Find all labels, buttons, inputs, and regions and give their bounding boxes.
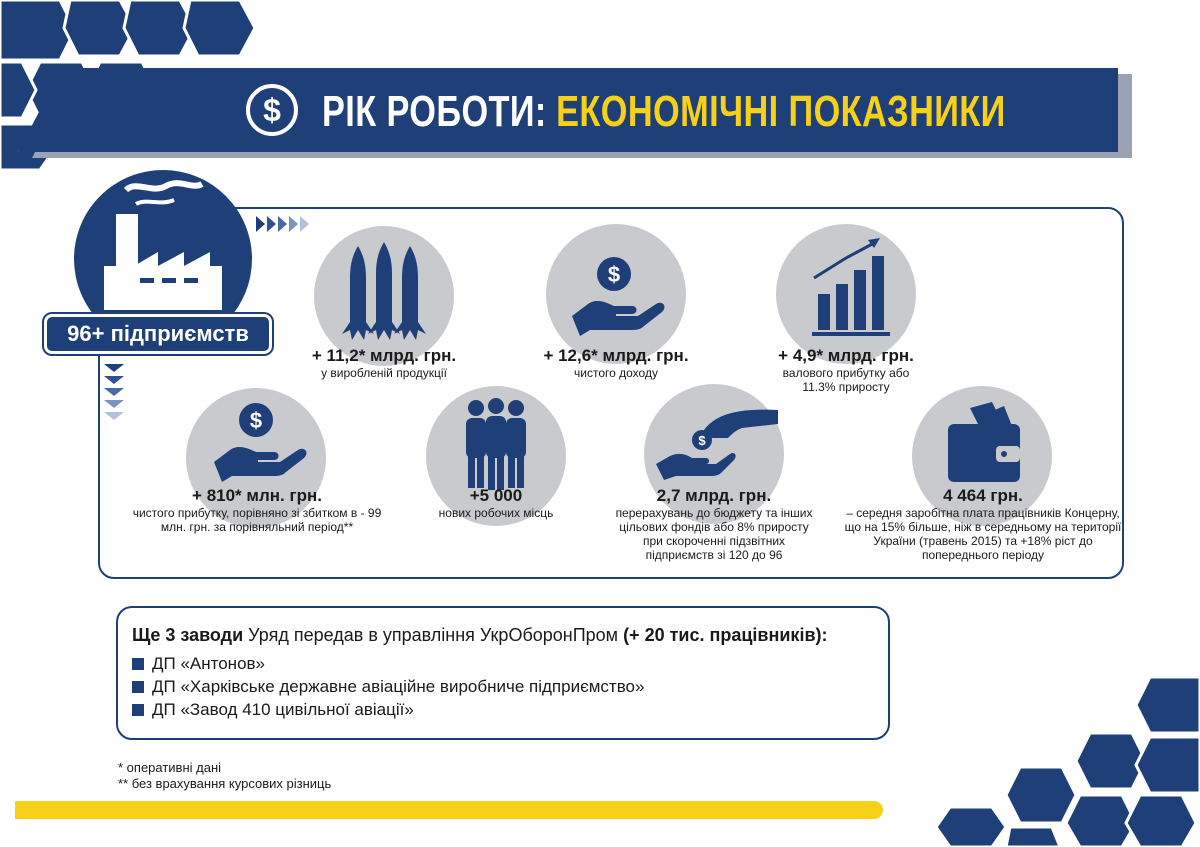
stat-value: + 11,2* млрд. грн. xyxy=(311,346,457,365)
new-plants-heading xyxy=(132,625,828,646)
stat-value: 4 464 грн. xyxy=(943,486,1023,505)
stat-average-salary xyxy=(842,486,1124,562)
rockets-icon xyxy=(314,226,454,366)
hand-coin-icon xyxy=(546,224,686,364)
list-item xyxy=(132,677,644,697)
stat-new-jobs xyxy=(416,486,576,520)
heading-bold-suffix: (+ 20 тис. працівників): xyxy=(623,625,828,645)
plant-name: ДП «Завод 410 цивільної авіації» xyxy=(152,700,414,719)
plant-name: ДП «Антонов» xyxy=(152,654,266,673)
stat-desc: нових робочих місць xyxy=(438,506,554,520)
stat-value: +5 000 xyxy=(469,486,523,505)
stat-desc: перерахувань до бюджету та інших цільових фондів або 8% приросту при скороченні підзвітних підприємств зі 120 до 96 xyxy=(615,506,813,562)
title-part-yellow: ЕКОНОМІЧНІ ПОКАЗНИКИ xyxy=(556,87,1006,136)
stat-desc: у виробленій продукції xyxy=(321,366,447,380)
stat-value: + 4,9* млрд. грн. xyxy=(778,346,914,365)
arrows-down-icon xyxy=(104,364,126,428)
stat-desc: валового прибутку або 11.3% приросту xyxy=(782,366,910,394)
stat-net-income xyxy=(516,346,716,380)
stat-value: + 12,6* млрд. грн. xyxy=(543,346,689,365)
honeycomb-decoration-bottom-right xyxy=(910,677,1200,847)
footnote: ** без врахування курсових різниць xyxy=(118,776,332,791)
yellow-footer-bar xyxy=(15,801,883,819)
stat-desc: чистого прибутку, порівняно зі збитком в - 99 млн. грн. за порівняльний період** xyxy=(132,506,382,534)
list-item xyxy=(132,654,265,674)
bullet-square-icon xyxy=(132,681,144,693)
bullet-square-icon xyxy=(132,704,144,716)
stat-value: 2,7 млрд. грн. xyxy=(656,486,772,505)
heading-text: Уряд передав в управління УкрОборонПром xyxy=(243,625,624,645)
footnote: * оперативні дані xyxy=(118,760,222,775)
svg-text:$: $ xyxy=(607,262,621,287)
growth-chart-icon xyxy=(776,224,916,364)
title-part-white: РІК РОБОТИ: xyxy=(322,87,547,136)
svg-text:$: $ xyxy=(698,433,706,448)
stat-value: + 810* млн. грн. xyxy=(192,486,322,505)
stat-desc: – середня заробітна плата працівників Концерну, що на 15% більше, ніж в середньому на території України (травень 2015) та +18% ріст до попереднього періоду xyxy=(844,506,1122,562)
dollar-icon: $ xyxy=(246,84,298,136)
heading-bold: Ще 3 заводи xyxy=(132,625,244,645)
stat-budget-transfers xyxy=(610,486,818,562)
stat-production xyxy=(284,346,484,380)
svg-text:$: $ xyxy=(249,408,263,433)
stat-desc: чистого доходу xyxy=(574,366,658,380)
stat-net-profit xyxy=(122,486,392,534)
enterprises-badge: 96+ підприємств xyxy=(44,314,272,354)
plant-name: ДП «Харківське державне авіаційне виробниче підприємство» xyxy=(152,677,645,696)
bullet-square-icon xyxy=(132,658,144,670)
page-title xyxy=(322,80,1006,144)
list-item xyxy=(132,700,414,720)
stat-gross-profit xyxy=(748,346,944,394)
arrows-right-icon xyxy=(256,214,316,234)
